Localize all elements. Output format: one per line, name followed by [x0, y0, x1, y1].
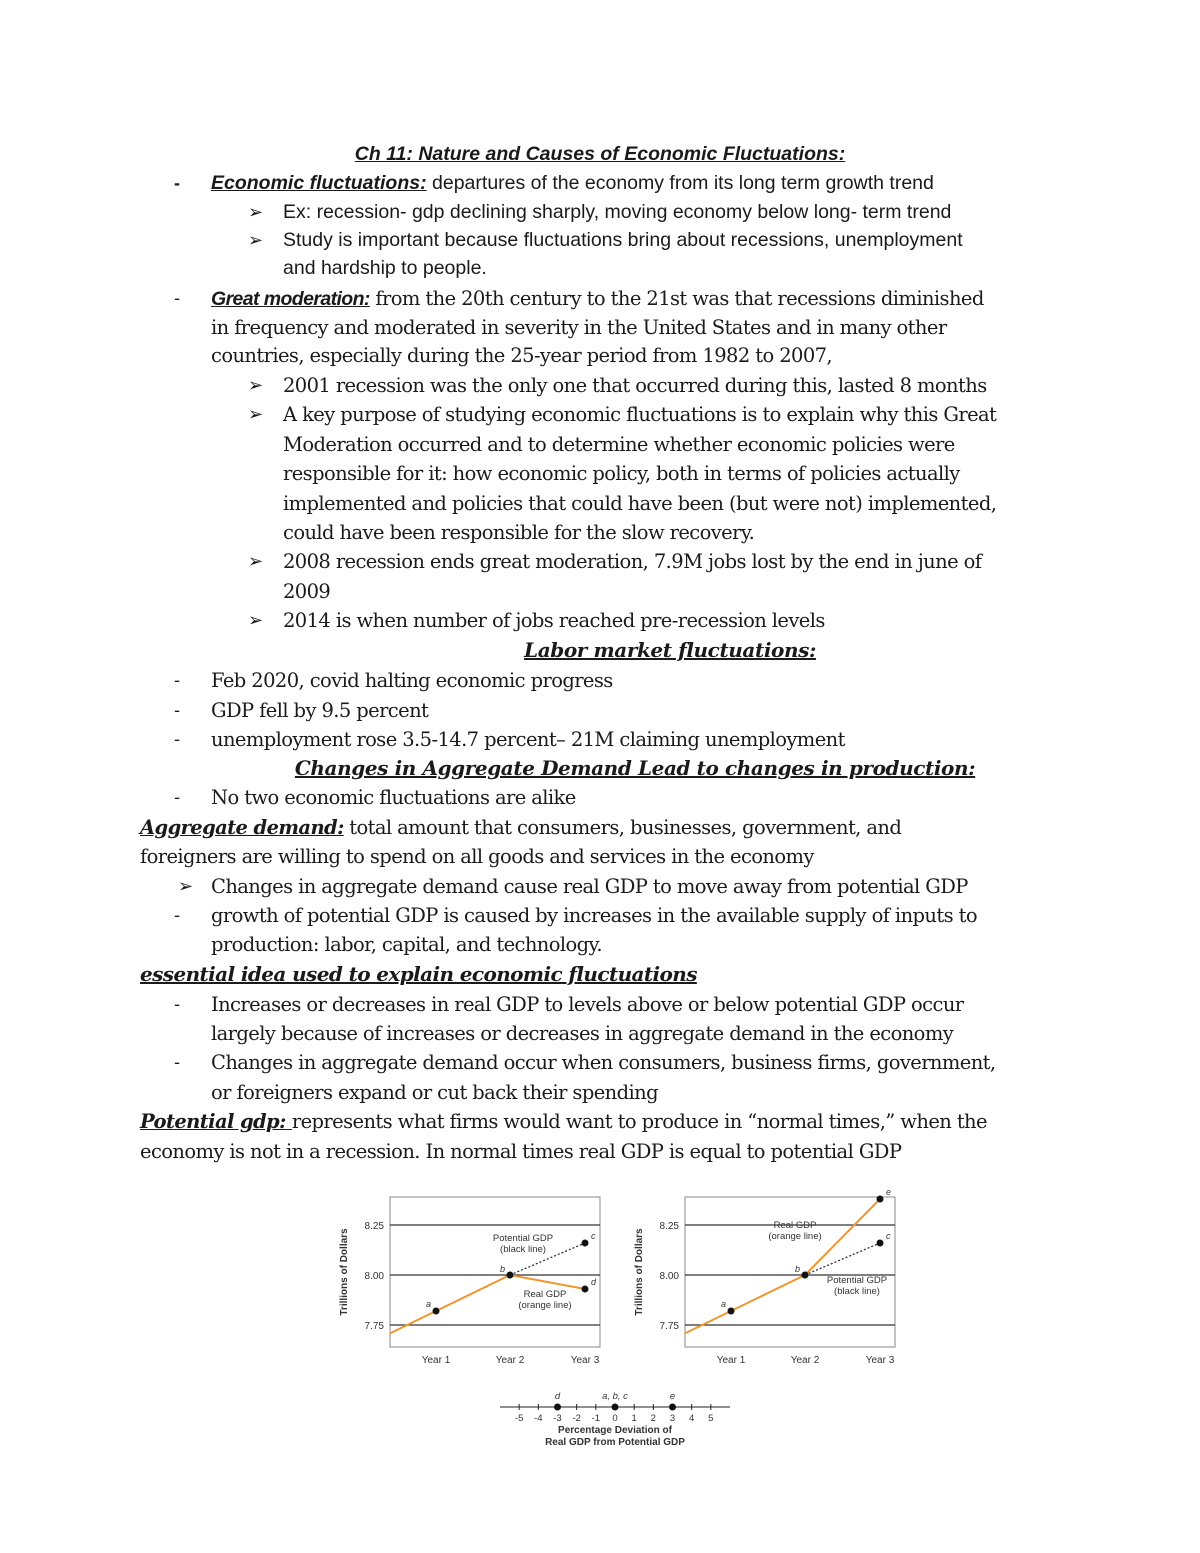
chart-expansion	[630, 1185, 905, 1375]
real-gdp-annotation-sub: (orange line)	[768, 1231, 822, 1242]
x-tick-label: Year 1	[716, 1355, 746, 1366]
data-point	[507, 1272, 514, 1279]
heading-aggregate-demand: Changes in Aggregate Demand Lead to changes in production:	[294, 756, 976, 780]
arrow-marker: ➢	[248, 610, 264, 630]
dash-marker: -	[174, 670, 180, 691]
bullet-study-importance: Study is important because fluctuations bring about recessions, unemployment	[283, 229, 963, 251]
data-point	[728, 1308, 735, 1315]
point-label: b	[795, 1264, 801, 1274]
potential-gdp-annotation-sub: (black line)	[834, 1286, 880, 1297]
number-line-tick-label: 5	[708, 1413, 714, 1424]
arrow-marker: ➢	[248, 230, 264, 250]
page-title: Ch 11: Nature and Causes of Economic Fluctuations:	[354, 143, 846, 165]
econ-fluct-line	[211, 169, 934, 198]
y-tick-label: 8.25	[659, 1221, 679, 1232]
bullet-2014-jobs: 2014 is when number of jobs reached pre-recession levels	[283, 609, 825, 632]
arrow-marker: ➢	[248, 375, 264, 395]
ad-item-growth-potential-cont: production: labor, capital, and technology.	[211, 933, 602, 956]
great-moderation-line-2: in frequency and moderated in severity in the United States and in many other	[211, 316, 947, 339]
potential-gdp-line-2: economy is not in a recession. In normal times real GDP is equal to potential GDP	[140, 1140, 902, 1163]
y-tick-label: 8.00	[364, 1271, 384, 1282]
number-line-tick-label: -2	[572, 1413, 581, 1424]
labor-item-gdp-fell: GDP fell by 9.5 percent	[211, 699, 429, 722]
number-line-tick-label: 4	[689, 1413, 695, 1424]
dash-marker: -	[174, 700, 180, 721]
number-line-tick-label: 1	[631, 1413, 637, 1424]
point-label: a	[426, 1299, 432, 1309]
deviation-point	[669, 1404, 676, 1411]
essential-item-1-cont: largely because of increases or decreases in aggregate demand in the economy	[211, 1022, 954, 1045]
bullet-key-purpose-4: implemented and policies that could have been (but were not) implemented,	[283, 492, 997, 515]
labor-item-unemployment: unemployment rose 3.5-14.7 percent– 21M claiming unemployment	[211, 728, 845, 751]
dash-marker: -	[174, 288, 180, 309]
labor-item-covid: Feb 2020, covid halting economic progress	[211, 669, 613, 692]
bullet-recession-example: Ex: recession- gdp declining sharply, moving economy below long- term trend	[283, 201, 952, 223]
number-line-tick-label: -1	[591, 1413, 601, 1424]
heading-labor-market: Labor market fluctuations:	[524, 638, 816, 662]
potential-gdp-annotation: Potential GDP	[492, 1233, 554, 1244]
deviation-point-label: d	[554, 1391, 561, 1402]
potential-gdp-annotation: Potential GDP	[826, 1275, 888, 1286]
ad-item-growth-potential: growth of potential GDP is caused by increases in the available supply of inputs to	[211, 904, 977, 927]
term-potential-gdp: Potential gdp:	[140, 1110, 292, 1133]
y-tick-label: 8.00	[659, 1271, 679, 1282]
bullet-key-purpose-3: responsible for it: how economic policy, both in terms of policies actually	[283, 462, 960, 485]
dash-marker: -	[174, 787, 180, 808]
chart-recession	[335, 1185, 610, 1375]
deviation-point	[612, 1404, 619, 1411]
y-axis-label: Trillions of Dollars	[634, 1228, 645, 1316]
bullet-key-purpose-5: could have been responsible for the slow recovery.	[283, 521, 755, 544]
y-tick-label: 7.75	[659, 1321, 679, 1332]
y-tick-label: 7.75	[364, 1321, 384, 1332]
bullet-key-purpose-1: A key purpose of studying economic fluctuations is to explain why this Great	[283, 403, 997, 426]
x-tick-label: Year 1	[421, 1355, 451, 1366]
deviation-point	[554, 1404, 561, 1411]
real-gdp-annotation: Real GDP	[523, 1289, 567, 1300]
potential-gdp-line	[140, 1107, 987, 1136]
number-line-tick-label: 2	[650, 1413, 656, 1424]
term-economic-fluctuations: Economic fluctuations:	[211, 172, 427, 194]
number-line-tick-label: 3	[669, 1413, 676, 1424]
def-economic-fluctuations: departures of the economy from its long term growth trend	[426, 172, 934, 194]
aggregate-demand-line-2: foreigners are willing to spend on all goods and services in the economy	[140, 845, 814, 868]
arrow-marker: ➢	[178, 876, 194, 896]
number-line-tick-label: -4	[534, 1413, 543, 1424]
y-tick-label: 8.25	[364, 1221, 384, 1232]
great-moderation-line-3: countries, especially during the 25-year period from 1982 to 2007,	[211, 344, 833, 367]
bullet-2001-recession: 2001 recession was the only one that occurred during this, lasted 8 months	[283, 374, 987, 397]
x-tick-label: Year 2	[495, 1355, 525, 1366]
chart-deviation-number-line	[490, 1385, 740, 1455]
dash-marker: -	[174, 1052, 180, 1073]
point-label: a	[721, 1299, 727, 1309]
number-line-tick-label: -5	[514, 1413, 524, 1424]
point-label: c	[591, 1231, 596, 1241]
great-moderation-line	[211, 284, 984, 314]
essential-item-1: Increases or decreases in real GDP to levels above or below potential GDP occur	[211, 993, 964, 1016]
deviation-point-label: e	[669, 1391, 676, 1402]
potential-gdp-annotation-sub: (black line)	[500, 1244, 546, 1255]
data-point	[877, 1240, 884, 1247]
ad-item-no-two-alike: No two economic fluctuations are alike	[211, 786, 576, 809]
bullet-study-importance-cont: and hardship to people.	[283, 257, 487, 279]
arrow-marker: ➢	[248, 551, 264, 571]
x-tick-label: Year 3	[865, 1355, 895, 1366]
point-label: e	[886, 1187, 892, 1197]
data-point	[433, 1308, 440, 1315]
real-gdp-annotation-sub: (orange line)	[518, 1300, 572, 1311]
essential-item-2-cont: or foreigners expand or cut back their spending	[211, 1081, 658, 1104]
point-label: b	[500, 1264, 506, 1274]
number-line-tick-label: 0	[612, 1413, 618, 1424]
data-point	[802, 1272, 809, 1279]
data-point	[582, 1240, 589, 1247]
def-potential-gdp: represents what firms would want to produce in “normal times,” when the	[291, 1110, 987, 1133]
aggregate-demand-line	[140, 813, 901, 842]
x-tick-label: Year 3	[570, 1355, 600, 1366]
deviation-point-label: a, b, c	[602, 1391, 628, 1402]
y-axis-label: Trillions of Dollars	[339, 1228, 350, 1316]
data-point	[582, 1286, 589, 1293]
arrow-marker: ➢	[248, 202, 264, 222]
dash-marker: -	[174, 994, 180, 1015]
point-label: d	[591, 1277, 597, 1287]
term-aggregate-demand: Aggregate demand:	[140, 816, 344, 839]
essential-item-2: Changes in aggregate demand occur when consumers, business firms, government,	[211, 1051, 996, 1074]
ad-bullet-real-gdp: Changes in aggregate demand cause real GDP to move away from potential GDP	[211, 875, 968, 898]
point-label: c	[886, 1231, 891, 1241]
term-great-moderation: Great moderation:	[211, 288, 370, 310]
number-line-tick-label: -3	[553, 1413, 562, 1424]
dash-marker: -	[174, 729, 180, 750]
x-tick-label: Year 2	[790, 1355, 820, 1366]
def-aggregate-demand: total amount that consumers, businesses, government, and	[343, 816, 902, 839]
bullet-2008-recession-cont: 2009	[283, 580, 331, 603]
number-line-label: Percentage Deviation of	[558, 1425, 672, 1436]
bullet-2008-recession: 2008 recession ends great moderation, 7.9M jobs lost by the end in june of	[283, 550, 982, 573]
number-line-label-sub: Real GDP from Potential GDP	[545, 1437, 685, 1448]
dash-marker: -	[174, 905, 180, 926]
dash-marker: -	[174, 173, 180, 193]
bullet-key-purpose-2: Moderation occurred and to determine whether economic policies were	[283, 433, 955, 456]
data-point	[877, 1196, 884, 1203]
real-gdp-annotation: Real GDP	[773, 1220, 817, 1231]
arrow-marker: ➢	[248, 404, 264, 424]
def-great-moderation: from the 20th century to the 21st was that recessions diminished	[369, 287, 984, 310]
potential-gdp-line	[805, 1243, 880, 1275]
heading-essential-idea: essential idea used to explain economic fluctuations	[140, 962, 697, 986]
